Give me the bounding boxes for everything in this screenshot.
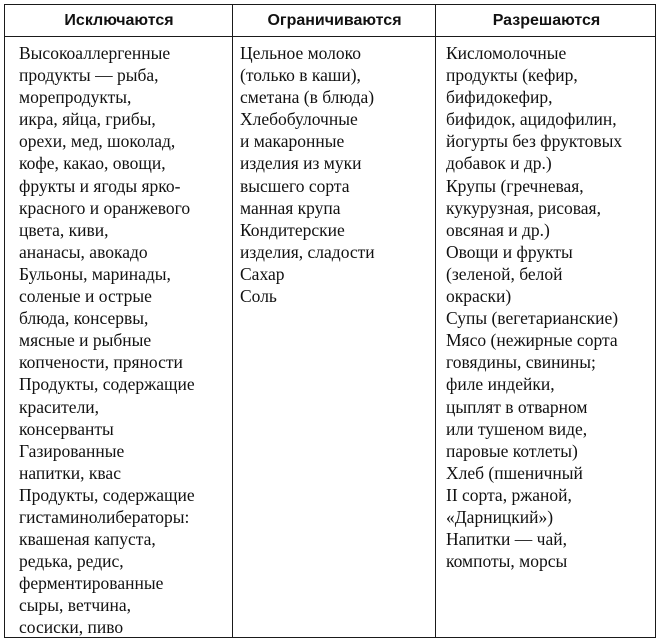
table-cell-line: напитки, квас — [19, 462, 121, 483]
table-cell-line: «Дарницкий») — [446, 506, 554, 527]
table-cell-line: Напитки — чай, — [446, 529, 567, 550]
table-cell-line: цвета, киви, — [19, 219, 109, 240]
table-cell-line: Цельное молоко — [240, 43, 362, 63]
table-cell-line: продукты (кефир, — [446, 65, 578, 86]
table-cell-line: фрукты и ягоды ярко- — [19, 175, 181, 196]
table-cell-line: икра, яйца, грибы, — [19, 109, 156, 130]
table-cell-line: филе индейки, — [446, 374, 555, 395]
table-cell-line: красного и оранжевого — [19, 197, 191, 218]
table-cell-line: красители, — [19, 396, 100, 417]
table-cell-line: соленые и острые — [19, 286, 152, 307]
table-cell-line: изделия, сладости — [240, 241, 375, 262]
table-cell-line: Супы (вегетарианские) — [446, 308, 619, 329]
header-limited: Ограничиваются — [267, 11, 402, 29]
table-header-row — [5, 5, 655, 37]
table-cell-line: высшего сорта — [240, 175, 350, 196]
table-cell-line: Кисломолочные — [446, 43, 567, 63]
table-cell-line: говядины, свинины; — [446, 352, 596, 373]
table-cell-line: сосиски, пиво — [19, 617, 124, 638]
table-cell-line: Мясо (нежирные сорта — [446, 330, 618, 351]
table-cell-line: редька, редис, — [19, 551, 124, 572]
table-cell-line: или тушеном виде, — [446, 418, 588, 439]
table-cell-line: Высокоаллергенные — [19, 43, 171, 63]
table-cell-line: Соль — [240, 286, 277, 307]
table-cell-line: бифидок, ацидофилин, — [446, 109, 617, 130]
diet-table — [4, 4, 656, 638]
table-cell-line: (зеленой, белой — [446, 263, 563, 284]
table-cell-line: Газированные — [19, 440, 125, 461]
table-cell-line: Крупы (гречневая, — [446, 175, 584, 196]
table-cell-line: копчености, пряности — [19, 352, 183, 373]
table-cell-line: цыплят в отварном — [446, 396, 588, 417]
table-cell-line: и макаронные — [240, 131, 345, 152]
allowed-column — [436, 37, 657, 637]
table-cell-line: компоты, морсы — [446, 551, 568, 572]
table-cell-line: квашеная капуста, — [19, 529, 156, 550]
table-cell-line: Продукты, содержащие — [19, 374, 195, 395]
table-cell-line: сметана (в блюда) — [240, 87, 375, 108]
table-cell-line: бифидокефир, — [446, 87, 553, 108]
table-cell-line: морепродукты, — [19, 87, 132, 108]
excluded-column — [5, 37, 233, 637]
table-cell-line: мясные и рыбные — [19, 330, 152, 351]
table-cell-line: окраски) — [446, 286, 512, 307]
table-cell-line: ферментированные — [19, 573, 164, 594]
header-allowed: Разрешаются — [492, 11, 601, 29]
table-cell-line: Сахар — [240, 263, 285, 284]
table-cell-line: паровые котлеты) — [446, 440, 578, 461]
table-cell-line: продукты — рыба, — [19, 65, 159, 86]
table-cell-line: сыры, ветчина, — [19, 595, 132, 616]
table-cell-line: Бульоны, маринады, — [19, 263, 171, 284]
table-cell-line: Хлеб (пшеничный — [446, 462, 583, 483]
table-cell-line: блюда, консервы, — [19, 308, 149, 329]
table-cell-line: орехи, мед, шоколад, — [19, 131, 176, 152]
header-excluded: Исключаются — [64, 11, 174, 29]
table-cell-line: овсяная и др.) — [446, 219, 550, 240]
table-cell-line: (только в каши), — [240, 65, 361, 86]
table-cell-line: добавок и др.) — [446, 153, 552, 174]
table-cell-line: Овощи и фрукты — [446, 241, 573, 262]
table-cell-line: кукурузная, рисовая, — [446, 197, 601, 218]
table-cell-line: II сорта, ржаной, — [446, 484, 572, 505]
table-cell-line: Продукты, содержащие — [19, 484, 195, 505]
table-cell-line: Хлебобулочные — [240, 109, 358, 130]
table-cell-line: Кондитерские — [240, 219, 345, 240]
table-cell-line: манная крупа — [240, 197, 341, 218]
table-cell-line: ананасы, авокадо — [19, 241, 148, 262]
limited-column — [233, 37, 436, 637]
table-cell-line: кофе, какао, овощи, — [19, 153, 166, 174]
table-cell-line: изделия из муки — [240, 153, 362, 174]
table-cell-line: консерванты — [19, 418, 114, 439]
table-cell-line: йогурты без фруктовых — [446, 131, 623, 152]
table-cell-line: гистаминолибераторы: — [19, 506, 190, 527]
